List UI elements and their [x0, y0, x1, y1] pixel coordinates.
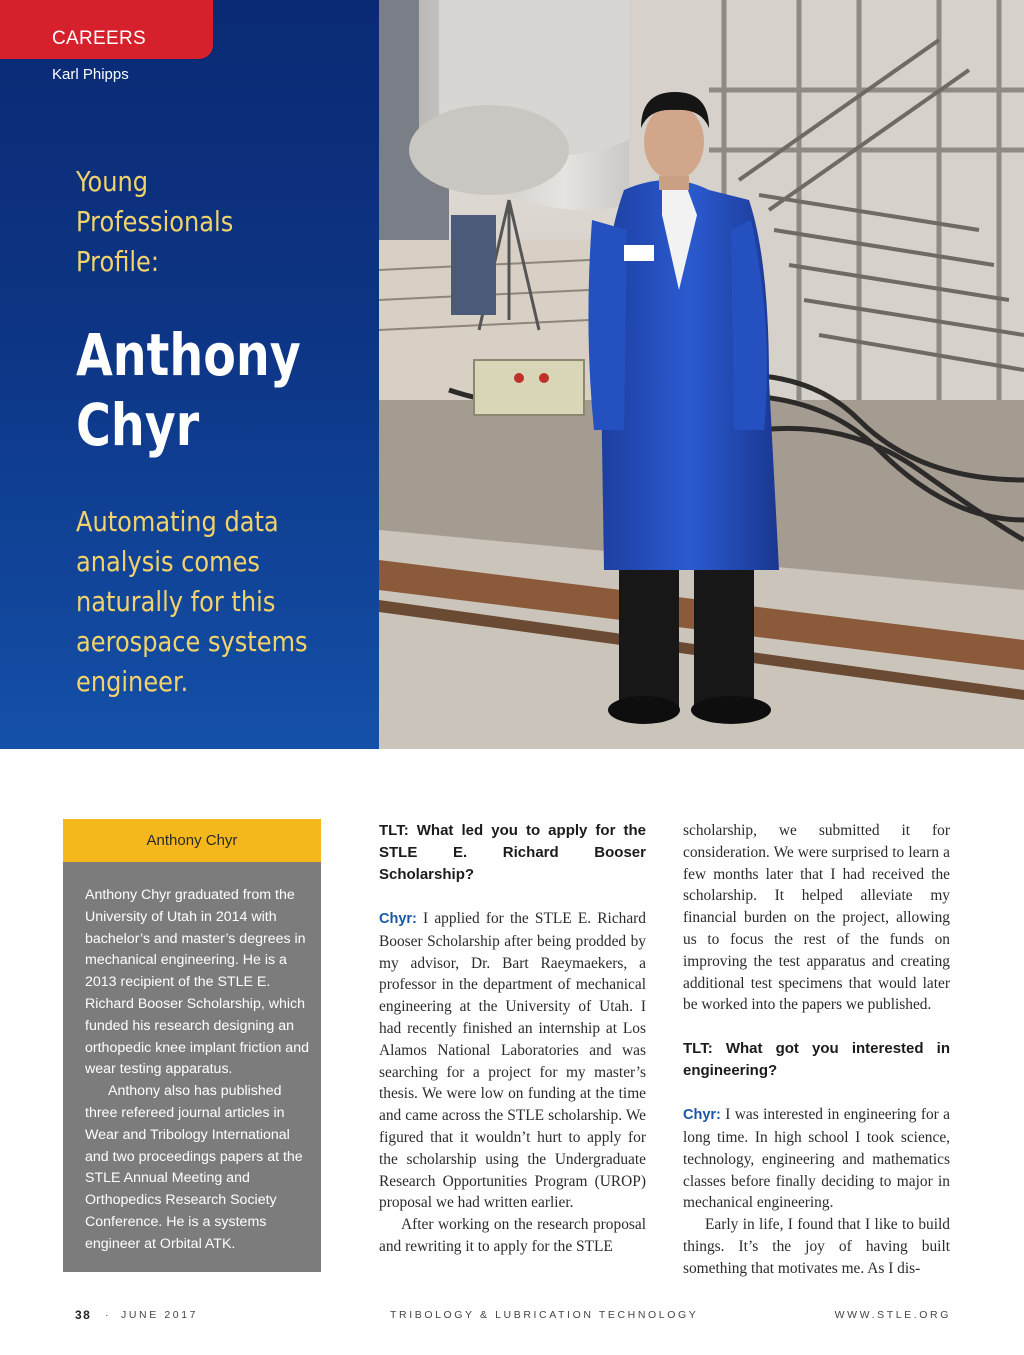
- article-deck: Automating data analysis comes naturally for this aerospace systems engineer.: [76, 505, 308, 698]
- interview-question: TLT: What got you interested in engineering?: [683, 1040, 950, 1080]
- page-footer: [75, 1309, 951, 1323]
- section-tab: [0, 0, 213, 59]
- sidebar-body: [85, 885, 311, 1256]
- hero-title-panel: [0, 0, 379, 749]
- answer-continued: After working on the research proposal and rewriting it to apply for the STLE: [379, 1216, 646, 1255]
- article-column-1: [379, 820, 646, 1258]
- interview-answer: Chyr: I was interested in engineering for a long time. In high school I took science, technology, engineering and mathematics classes before finally deciding to major in mechanical engineering.: [683, 1106, 950, 1212]
- website-url: WWW.STLE.ORG: [834, 1309, 951, 1321]
- publication-name: TRIBOLOGY & LUBRICATION TECHNOLOGY: [390, 1309, 699, 1321]
- section-label: CAREERS: [52, 28, 146, 49]
- article-kicker: Young Professionals Profile:: [76, 165, 234, 278]
- issue-date: JUNE 2017: [121, 1309, 199, 1321]
- interview-question: TLT: What led you to apply for the STLE E. Richard Booser Scholarship?: [379, 822, 646, 883]
- interview-answer: Chyr: I applied for the STLE E. Richard Booser Scholarship after being prodded by my advisor, Dr. Bart Raeymaekers, a professor in the department of mechanical engineering at the University of Utah. I had recently finished an internship at Los Alamos National Laboratories and was searching for a project for my master’s thesis. We were low on funding at the time and came across the STLE scholarship. We figured that it wouldn’t hurt to apply for the scholarship using the Undergraduate Research Opportunities Program (UROP) proposal we had written earlier.: [379, 910, 646, 1212]
- page-number: 38: [75, 1308, 92, 1322]
- sidebar-title: Anthony Chyr: [63, 819, 321, 862]
- footer-separator: ·: [105, 1309, 112, 1321]
- bio-paragraph: Anthony also has published three refereed journal articles in Wear and Tribology International and two proceedings papers at the STLE Annual Meeting and Orthopedics Research Society Conference. He is a systems engineer at Orbital ATK.: [85, 1083, 303, 1252]
- author-byline: Karl Phipps: [52, 66, 129, 83]
- bio-sidebar: [63, 819, 321, 1272]
- bio-paragraph: Anthony Chyr graduated from the University of Utah in 2014 with bachelor’s and master’s degrees in mechanical engineering. He is a 2013 recipient of the STLE E. Richard Booser Scholarship, which funded his research designing an orthopedic knee implant friction and wear testing apparatus.: [85, 887, 309, 1078]
- profile-photo: [379, 0, 1024, 749]
- answer-continued: Early in life, I found that I like to build things. It’s the joy of having built something that motivates me. As I dis-: [683, 1216, 950, 1277]
- article-column-2: [683, 820, 950, 1280]
- speaker-label: Chyr:: [683, 1107, 721, 1124]
- speaker-label: Chyr:: [379, 911, 417, 927]
- answer-continued: scholarship, we submitted it for consideration. We were surprised to learn a few months later that I had received the scholarship. It helped alleviate my financial burden on the project, allowing us to focus the rest of the funds on improving the test apparatus and creating additional test specimens that would later be worked into the papers we published.: [683, 822, 950, 1014]
- article-title: Anthony Chyr: [76, 321, 301, 459]
